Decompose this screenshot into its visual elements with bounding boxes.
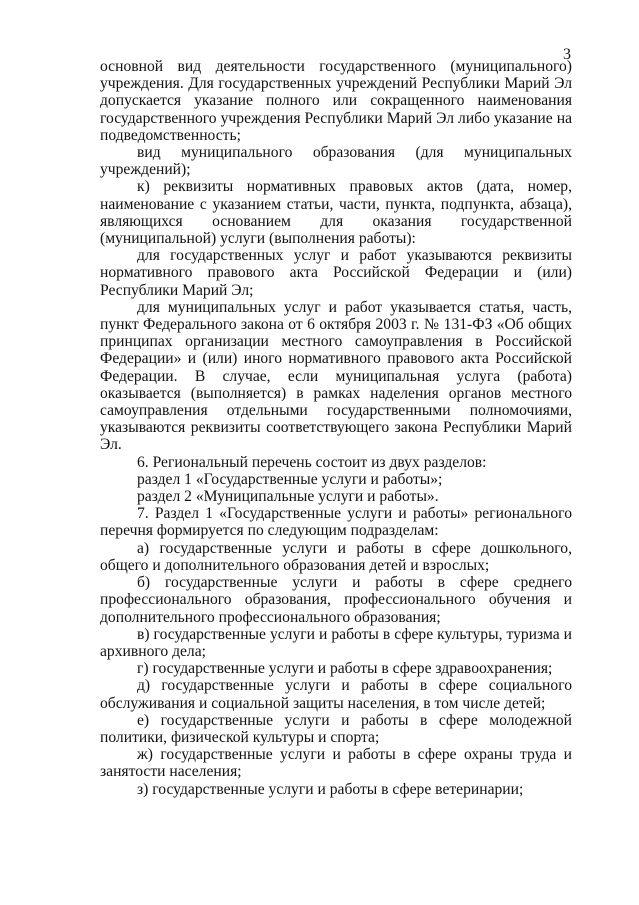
page-number: 3 xyxy=(563,46,571,63)
document-body xyxy=(100,58,572,798)
paragraph: для государственных услуг и работ указываются реквизиты нормативного правового акта Российской Федерации и (или) Республики Марий Эл; xyxy=(100,247,572,299)
paragraph: раздел 2 «Муниципальные услуги и работы». xyxy=(137,488,439,506)
paragraph: е) государственные услуги и работы в сфере молодежной политики, физической культуры и спорта; xyxy=(100,711,572,746)
paragraph: вид муниципального образования (для муниципальных учреждений); xyxy=(100,144,572,179)
paragraph: для муниципальных услуг и работ указывается статья, часть, пункт Федерального закона от 6 октября 2003 г. № 131-ФЗ «Об общих принципах организации местного самоуправления в Российской Федерации» и (или) иного нормативного правового акта Российской Федерации. В случае, если муниципальная услуга (работа) оказывается (выполняется) в рамках наделения органов местного самоуправления отдельными государственными полномочиями, указываются реквизиты соответствующего закона Республики Марий Эл. xyxy=(100,298,572,454)
paragraph: 6. Региональный перечень состоит из двух разделов: xyxy=(137,453,487,471)
paragraph: основной вид деятельности государственного (муниципального) учреждения. Для государственных учреждений Республики Марий Эл допускается указание полного или сокращенного наименования государственного учреждения Республики Марий Эл либо указание на подведомственность; xyxy=(100,58,572,144)
paragraph: ж) государственные услуги и работы в сфере охраны труда и занятости населения; xyxy=(100,746,572,781)
paragraph: а) государственные услуги и работы в сфере дошкольного, общего и дополнительного образования детей и взрослых; xyxy=(100,539,572,574)
paragraph: к) реквизиты нормативных правовых актов (дата, номер, наименование с указанием статьи, части, пункта, подпункта, абзаца), являющихся основанием для оказания государственной (муниципальной) услуги (выполнения работы): xyxy=(100,178,572,248)
paragraph: б) государственные услуги и работы в сфере среднего профессионального образования, профессионального обучения и дополнительного профессионального образования; xyxy=(100,574,572,626)
paragraph: раздел 1 «Государственные услуги и работы»; xyxy=(137,470,443,488)
paragraph: 7. Раздел 1 «Государственные услуги и работы» регионального перечня формируется по следующим подразделам: xyxy=(100,505,572,540)
paragraph: з) государственные услуги и работы в сфере ветеринарии; xyxy=(137,780,524,798)
paragraph: д) государственные услуги и работы в сфере социального обслуживания и социальной защиты населения, в том числе детей; xyxy=(100,677,572,712)
paragraph: г) государственные услуги и работы в сфере здравоохранения; xyxy=(137,660,553,678)
paragraph: в) государственные услуги и работы в сфере культуры, туризма и архивного дела; xyxy=(100,625,572,660)
